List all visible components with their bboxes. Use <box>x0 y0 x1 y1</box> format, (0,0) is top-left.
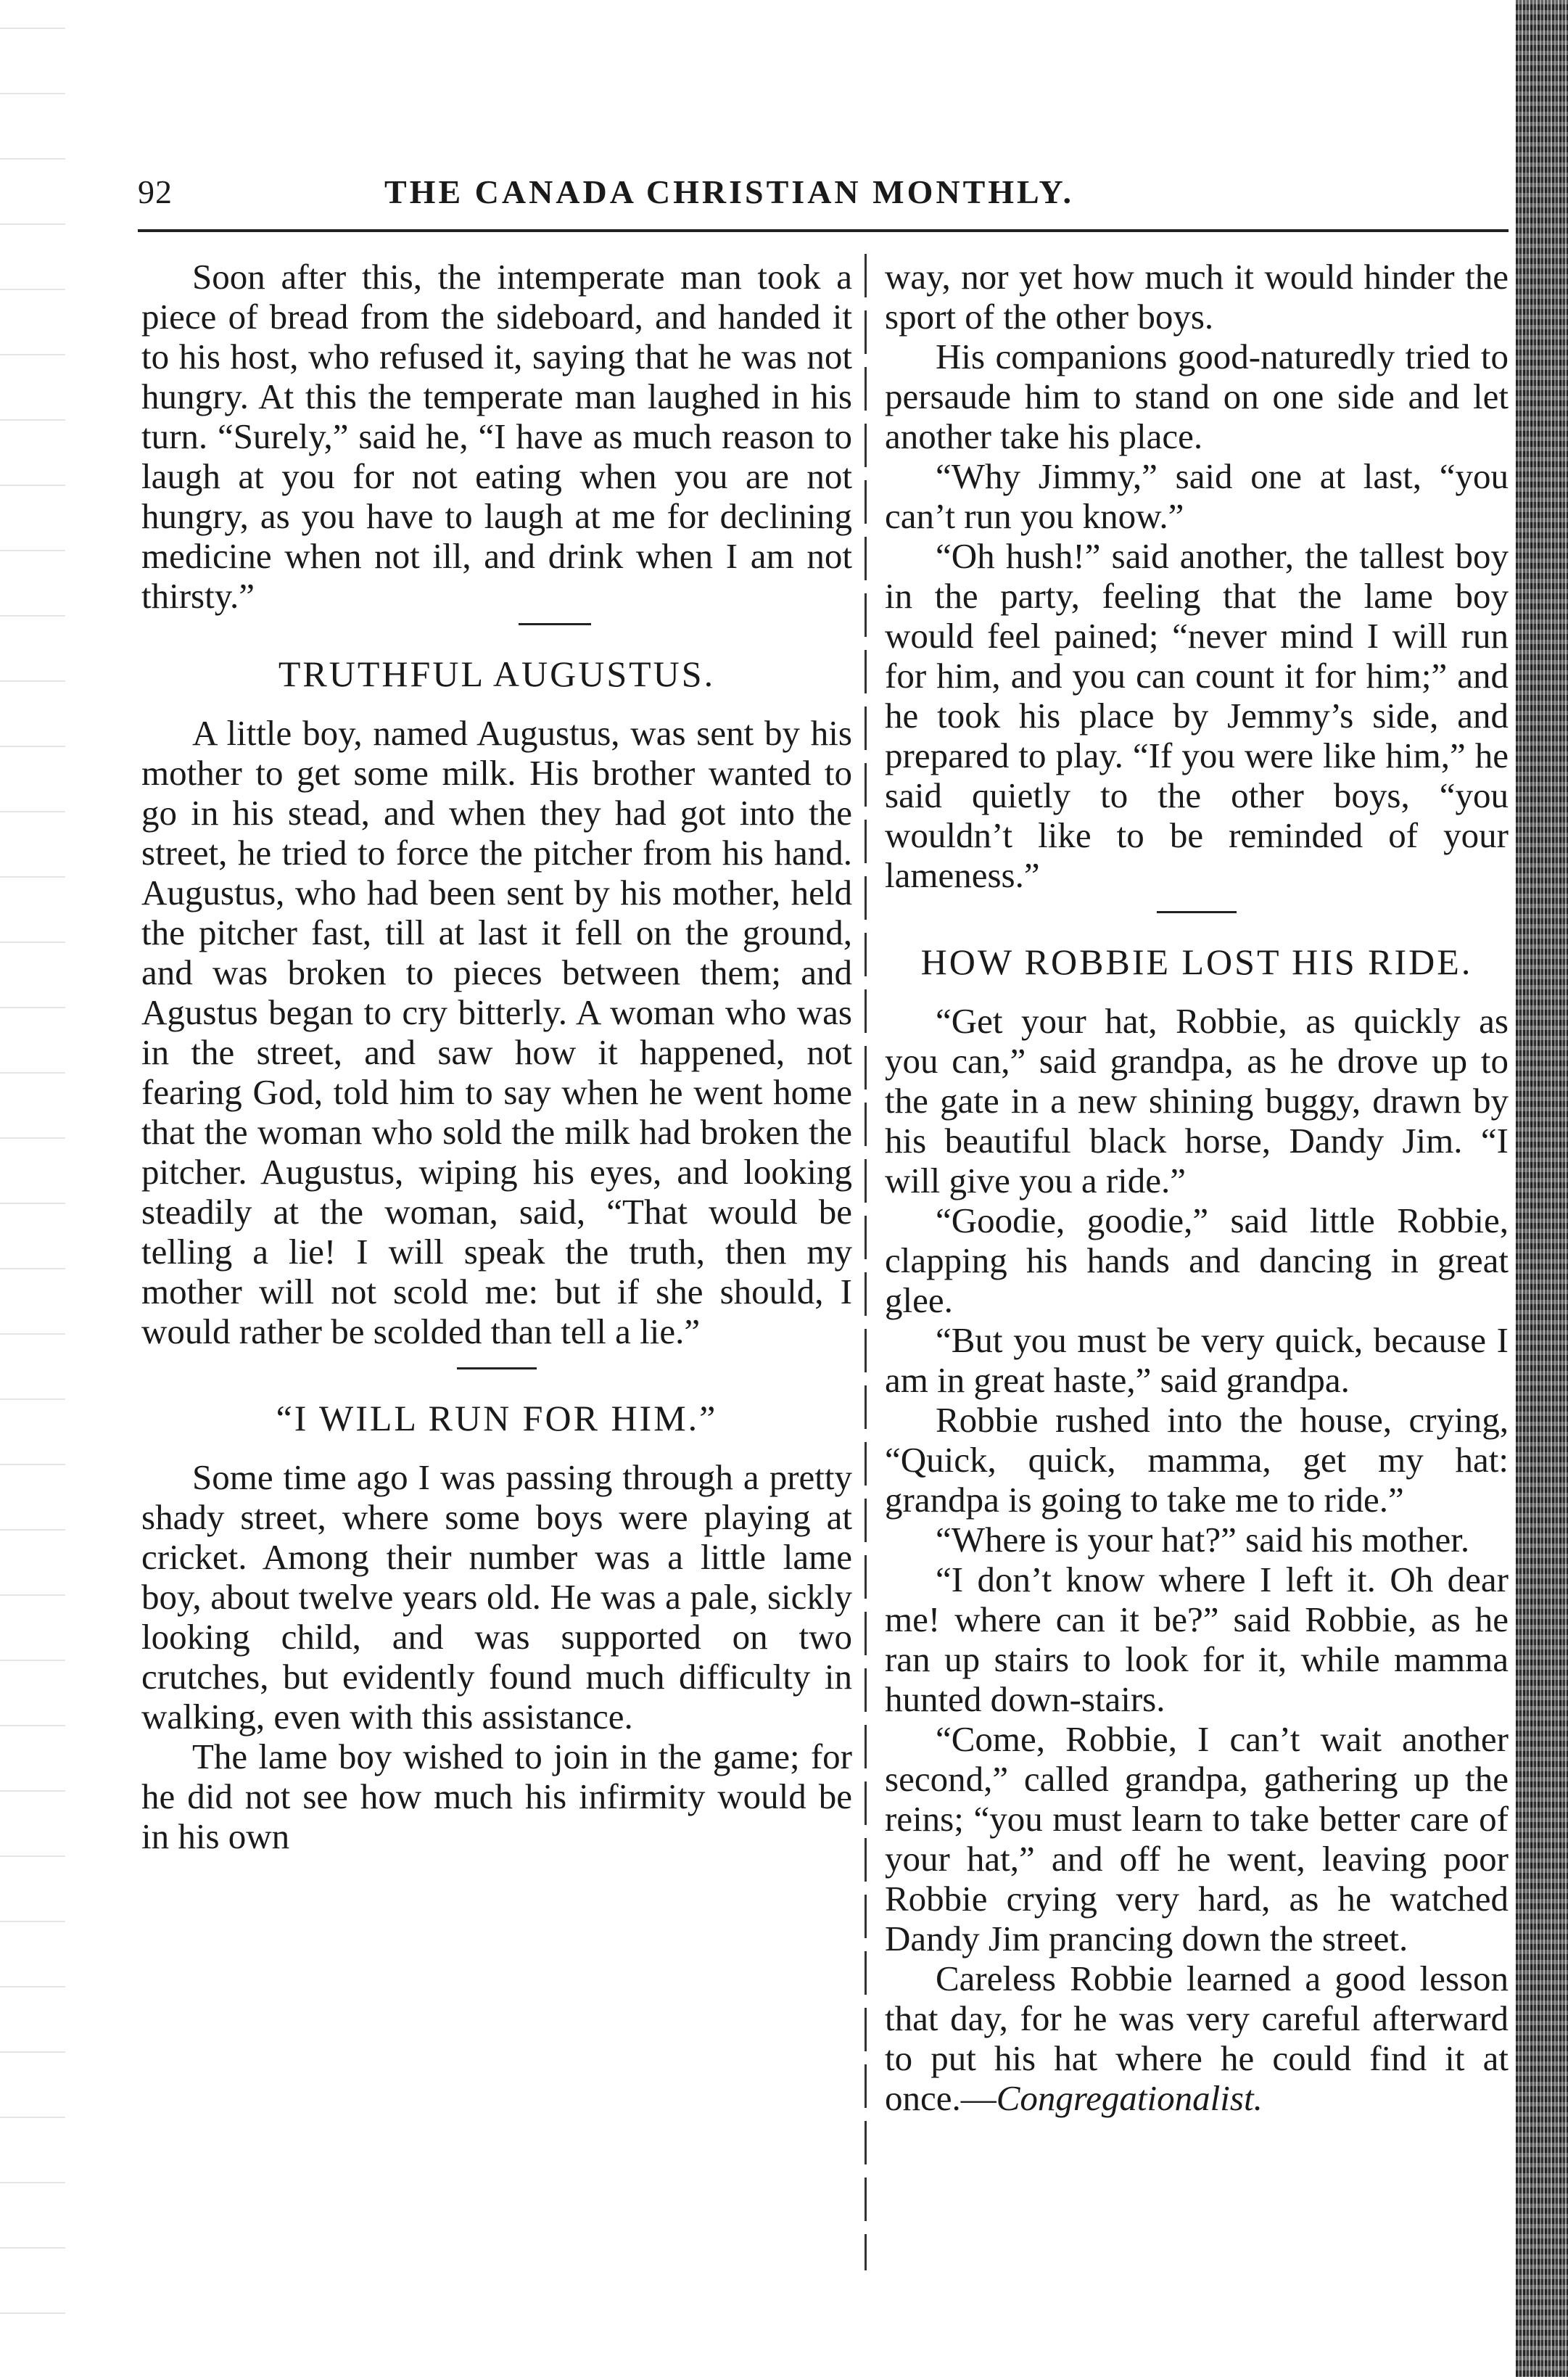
paragraph: “Goodie, goodie,” said little Robbie, clapping his hands and dancing in great glee. <box>885 1200 1509 1320</box>
header-rule <box>138 229 1509 232</box>
paragraph: Robbie rushed into the house, crying, “Quick, quick, mamma, get my hat: grandpa is going to take me to ride.” <box>885 1400 1509 1520</box>
section-title-truthful-augustus: TRUTHFUL AUGUSTUS. <box>278 654 716 694</box>
paragraph-continued: way, nor yet how much it would hinder the sport of the other boys. <box>885 257 1509 337</box>
paragraph-final <box>885 1958 1509 2118</box>
paragraph: “Where is your hat?” said his mother. <box>936 1520 1470 1560</box>
section-title-how-robbie-lost-his-ride: HOW ROBBIE LOST HIS RIDE. <box>920 942 1473 982</box>
paragraph: “But you must be very quick, because I am in great haste,” said grandpa. <box>885 1320 1509 1400</box>
source-credit: Congregationalist. <box>996 2078 1263 2118</box>
paragraph: His companions good-naturedly tried to persaude him to stand on one side and let another take his place. <box>885 337 1509 456</box>
paragraph: “Come, Robbie, I can’t wait another second,” called grandpa, gathering up the reins; “you must learn to take better care of your hat,” and off he went, leaving poor Robbie crying very hard, as he watched Dandy Jim prancing down the street. <box>885 1719 1509 1958</box>
paragraph: “I don’t know where I left it. Oh dear me! where can it be?” said Robbie, as he ran up stairs to look for it, while mamma hunted down-stairs. <box>885 1560 1509 1719</box>
paragraph: “Oh hush!” said another, the tallest boy in the party, feeling that the lame boy would feel pained; “never mind I will run for him, and you can count it for him;” and he took his place by Jemmy’s side, and prepared to play. “If you were like him,” he said quietly to the other boys, “you wouldn’t like to be reminded of your lameness.” <box>885 536 1509 895</box>
page-edge-left <box>0 0 65 2377</box>
paragraph: A little boy, named Augustus, was sent by his mother to get some milk. His brother wanted to go in his stead, and when they had got into the street, he tried to force the pitcher from his hand. Augustus, who had been sent by his mother, held the pitcher fast, till at last it fell on the ground, and was broken to pieces between them; and Agustus began to cry bitterly. A woman who was in the street, and saw how it happened, not fearing God, told him to say when he went home that the woman who sold the milk had broken the pitcher. Augustus, wiping his eyes, and looking steadily at the woman, said, “That would be telling a lie! I will speak the truth, then my mother will not scold me: but if she should, I would rather be scolded than tell a lie.” <box>141 713 852 1351</box>
left-column <box>141 257 852 1856</box>
right-column <box>885 257 1509 2118</box>
paragraph: Some time ago I was passing through a pretty shady street, where some boys were playing at cricket. Among their number was a little lame boy, about twelve years old. He was a pale, sickly looking child, and was supported on two crutches, but evidently found much difficulty in walking, even with this assistance. <box>141 1457 852 1737</box>
section-separator <box>457 1367 537 1369</box>
paragraph: “Get your hat, Robbie, as quickly as you can,” said grandpa, as he drove up to the gate in a new shining buggy, drawn by his beautiful black horse, Dandy Jim. “I will give you a ride.” <box>885 1001 1509 1200</box>
paragraph: “Why Jimmy,” said one at last, “you can’t run you know.” <box>885 456 1509 536</box>
page-binding-edge <box>1516 0 1568 2377</box>
paragraph-text: Careless Robbie learned a good lesson that day, for he was very careful afterward to put his hat where he could find it at once.— <box>885 1958 1509 2118</box>
journal-title: THE CANADA CHRISTIAN MONTHLY. <box>384 173 1074 210</box>
paragraph: The lame boy wished to join in the game; for he did not see how much his infirmity would be in his own <box>141 1737 852 1856</box>
intro-paragraph: Soon after this, the intemperate man took a piece of bread from the sideboard, and handed it to his host, who refused it, saying that he was not hungry. At this the temperate man laughed in his turn. “Surely,” said he, “I have as much reason to laugh at you for not eating when you are not hungry, as you have to laugh at me for declining medicine when not ill, and drink when I am not thirsty.” <box>141 257 852 616</box>
page-number: 92 <box>138 173 173 210</box>
section-separator <box>1157 911 1237 913</box>
section-separator <box>519 623 591 625</box>
section-title-i-will-run-for-him: “I WILL RUN FOR HIM.” <box>276 1398 718 1438</box>
column-divider <box>865 254 867 2270</box>
running-head <box>138 173 1501 223</box>
